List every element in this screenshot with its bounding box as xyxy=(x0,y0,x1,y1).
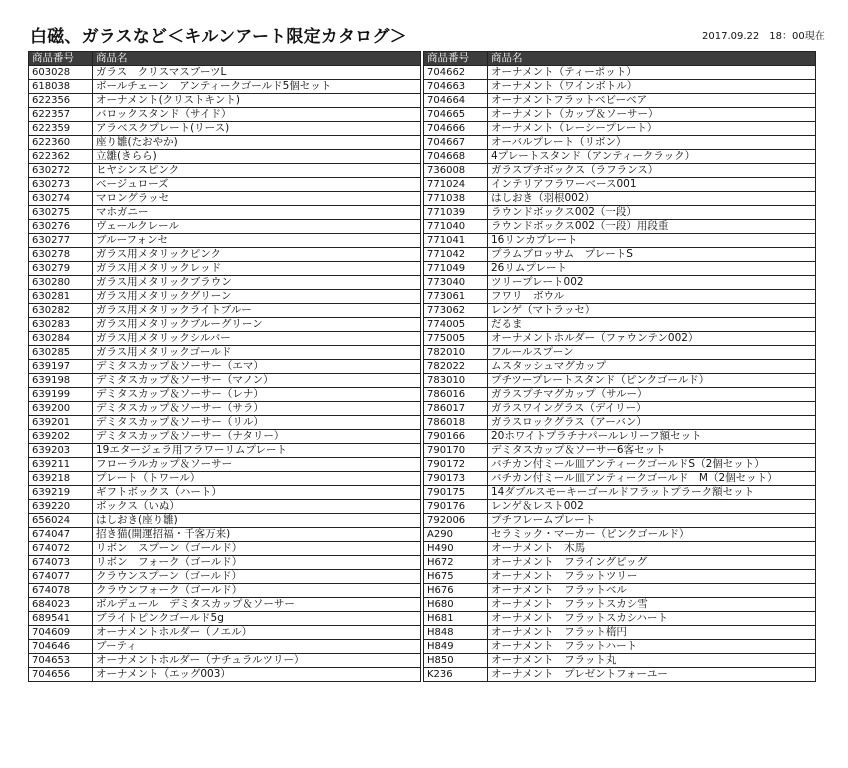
table-row xyxy=(29,388,421,402)
table-row xyxy=(29,542,421,556)
product-name: ガラスプチボックス（ラフランス） xyxy=(488,164,816,178)
product-name: 14ダブルスモーキーゴールドフラットプラーク額セット xyxy=(488,486,816,500)
product-name: ガラス用メタリックピンク xyxy=(93,248,421,262)
table-row xyxy=(29,122,421,136)
table-row xyxy=(29,276,421,290)
product-code: 674047 xyxy=(29,528,93,542)
product-name: ガラス用メタリックライトブルー xyxy=(93,304,421,318)
product-code: 630285 xyxy=(29,346,93,360)
product-code: 639201 xyxy=(29,416,93,430)
table-row xyxy=(29,262,421,276)
product-code: 630280 xyxy=(29,276,93,290)
product-name: バロックスタンド（サイド） xyxy=(93,108,421,122)
product-name: ブライトピンクゴールド5g xyxy=(93,612,421,626)
product-name: オーナメント プレゼントフォーユー xyxy=(488,668,816,682)
product-name: ツリープレート002 xyxy=(488,276,816,290)
table-row xyxy=(29,640,421,654)
product-code: H850 xyxy=(424,654,488,668)
product-name: フワリ ボウル xyxy=(488,290,816,304)
table-row xyxy=(424,374,816,388)
product-code: 771039 xyxy=(424,206,488,220)
table-row xyxy=(29,626,421,640)
table-row xyxy=(424,66,816,80)
product-code: 773040 xyxy=(424,276,488,290)
product-code: 771040 xyxy=(424,220,488,234)
table-row xyxy=(424,542,816,556)
product-name: インテリアフラワーベース001 xyxy=(488,178,816,192)
product-code: 704663 xyxy=(424,80,488,94)
table-row xyxy=(424,290,816,304)
table-row xyxy=(29,94,421,108)
table-row xyxy=(29,570,421,584)
product-code: 771038 xyxy=(424,192,488,206)
table-row xyxy=(424,584,816,598)
table-row xyxy=(29,514,421,528)
product-code: H490 xyxy=(424,542,488,556)
product-code: 790166 xyxy=(424,430,488,444)
product-code: 704668 xyxy=(424,150,488,164)
product-code: 630276 xyxy=(29,220,93,234)
product-name: はしおき(座り雛) xyxy=(93,514,421,528)
product-name: オーナメント フライングピッグ xyxy=(488,556,816,570)
table-row xyxy=(424,570,816,584)
product-name: ヒヤシンスピンク xyxy=(93,164,421,178)
product-name: マホガニー xyxy=(93,206,421,220)
product-code: 704666 xyxy=(424,122,488,136)
table-row xyxy=(424,472,816,486)
product-name: ラウンドボックス002（一段）用段重 xyxy=(488,220,816,234)
table-row xyxy=(29,332,421,346)
product-code: 782022 xyxy=(424,360,488,374)
table-row xyxy=(424,122,816,136)
product-name: オーナメントホルダー（ノエル） xyxy=(93,626,421,640)
table-row xyxy=(29,486,421,500)
product-code: 674077 xyxy=(29,570,93,584)
product-name: 4プレートスタンド（アンティークラック） xyxy=(488,150,816,164)
product-name: ボールチェーン アンティークゴールド5個セット xyxy=(93,80,421,94)
product-name: オーバルプレート（リボン） xyxy=(488,136,816,150)
table-row xyxy=(29,248,421,262)
product-code: 639197 xyxy=(29,360,93,374)
product-code: 618038 xyxy=(29,80,93,94)
table-row xyxy=(424,318,816,332)
table-row xyxy=(29,374,421,388)
product-name: 26リムプレート xyxy=(488,262,816,276)
table-row xyxy=(424,178,816,192)
left-table-body xyxy=(29,66,421,682)
table-row xyxy=(424,332,816,346)
product-code: 630278 xyxy=(29,248,93,262)
table-row xyxy=(424,136,816,150)
product-name: 19エタージェラ用フラワーリムプレート xyxy=(93,444,421,458)
table-row xyxy=(424,668,816,682)
product-code: 603028 xyxy=(29,66,93,80)
table-row xyxy=(29,108,421,122)
table-row xyxy=(29,150,421,164)
product-code: 622360 xyxy=(29,136,93,150)
product-code: 630275 xyxy=(29,206,93,220)
product-name: ガラス クリスマスブーツL xyxy=(93,66,421,80)
product-code: 771042 xyxy=(424,248,488,262)
product-name: だるま xyxy=(488,318,816,332)
product-code: 771024 xyxy=(424,178,488,192)
product-name: オーナメント（ワインボトル） xyxy=(488,80,816,94)
product-name: ガラス用メタリックグリーン xyxy=(93,290,421,304)
product-name: リボン スプーン（ゴールド） xyxy=(93,542,421,556)
table-row xyxy=(424,402,816,416)
product-code: 704646 xyxy=(29,640,93,654)
product-name: ガラスロックグラス（アーバン） xyxy=(488,416,816,430)
name-header: 商品名 xyxy=(488,52,816,66)
product-code: 790170 xyxy=(424,444,488,458)
product-name: はしおき（羽根002） xyxy=(488,192,816,206)
product-code: 630284 xyxy=(29,332,93,346)
table-row xyxy=(29,556,421,570)
product-code: H848 xyxy=(424,626,488,640)
product-name: デミタスカップ＆ソーサー（レナ） xyxy=(93,388,421,402)
product-name: オーナメント フラットスカシハート xyxy=(488,612,816,626)
product-name: デミタスカップ＆ソーサー6客セット xyxy=(488,444,816,458)
header-row xyxy=(424,52,816,66)
product-code: 775005 xyxy=(424,332,488,346)
product-code: 689541 xyxy=(29,612,93,626)
product-code: 790173 xyxy=(424,472,488,486)
product-code: 790176 xyxy=(424,500,488,514)
table-row xyxy=(29,598,421,612)
product-name: プチフレームプレート xyxy=(488,514,816,528)
table-row xyxy=(424,234,816,248)
product-name: マロングラッセ xyxy=(93,192,421,206)
product-name: オーナメント（ティーポット） xyxy=(488,66,816,80)
product-code: 771041 xyxy=(424,234,488,248)
table-row xyxy=(424,108,816,122)
product-name: ガラス用メタリックシルバー xyxy=(93,332,421,346)
timestamp: 2017.09.22 18：00現在 xyxy=(702,31,825,42)
product-name: クラウンスプーン（ゴールド） xyxy=(93,570,421,584)
table-row xyxy=(29,360,421,374)
product-name: プチツープレートスタンド（ピンクゴールド） xyxy=(488,374,816,388)
product-code: 639218 xyxy=(29,472,93,486)
product-code: 639198 xyxy=(29,374,93,388)
table-row xyxy=(424,528,816,542)
table-row xyxy=(424,150,816,164)
product-name: オーナメント フラットベル xyxy=(488,584,816,598)
table-row xyxy=(424,444,816,458)
table-row xyxy=(424,430,816,444)
table-row xyxy=(29,612,421,626)
table-row xyxy=(29,206,421,220)
table-row xyxy=(424,640,816,654)
table-row xyxy=(424,514,816,528)
product-code: 704656 xyxy=(29,668,93,682)
product-code: 639219 xyxy=(29,486,93,500)
product-code: H849 xyxy=(424,640,488,654)
product-name: オーナメント フラットハート xyxy=(488,640,816,654)
name-header: 商品名 xyxy=(93,52,421,66)
table-row xyxy=(424,556,816,570)
product-code: 790175 xyxy=(424,486,488,500)
table-row xyxy=(424,360,816,374)
table-row xyxy=(29,668,421,682)
right-table-body xyxy=(424,66,816,682)
table-row xyxy=(424,458,816,472)
table-row xyxy=(29,318,421,332)
table-row xyxy=(29,178,421,192)
table-row xyxy=(424,612,816,626)
product-name: ガラスプチマグカップ（サルー） xyxy=(488,388,816,402)
product-name: 招き猫(開運招福・千客万来) xyxy=(93,528,421,542)
product-name: ガラス用メタリックブラウン xyxy=(93,276,421,290)
product-code: 674072 xyxy=(29,542,93,556)
product-name: ギフトボックス（ハート） xyxy=(93,486,421,500)
product-code: K236 xyxy=(424,668,488,682)
product-name: オーナメント フラットツリー xyxy=(488,570,816,584)
product-name: プラムブロッサム プレートS xyxy=(488,248,816,262)
product-code: 630277 xyxy=(29,234,93,248)
table-row xyxy=(29,472,421,486)
header-row xyxy=(29,52,421,66)
product-code: 656024 xyxy=(29,514,93,528)
product-code: 639200 xyxy=(29,402,93,416)
product-name: ムスタッシュマグカップ xyxy=(488,360,816,374)
product-code: 622359 xyxy=(29,122,93,136)
product-code: 639199 xyxy=(29,388,93,402)
product-code: 639203 xyxy=(29,444,93,458)
product-code: H672 xyxy=(424,556,488,570)
product-name: ボルデュール デミタスカップ＆ソーサー xyxy=(93,598,421,612)
table-row xyxy=(29,80,421,94)
product-code: 704662 xyxy=(424,66,488,80)
table-row xyxy=(29,402,421,416)
product-name: オーナメント(クリストキント) xyxy=(93,94,421,108)
product-name: オーナメント フラットスカシ雪 xyxy=(488,598,816,612)
product-code: 630279 xyxy=(29,262,93,276)
product-code: H675 xyxy=(424,570,488,584)
table-row xyxy=(29,444,421,458)
product-name: ヴェールクレール xyxy=(93,220,421,234)
product-name: 16リンカプレート xyxy=(488,234,816,248)
product-code: H676 xyxy=(424,584,488,598)
product-code: 622357 xyxy=(29,108,93,122)
product-code: 790172 xyxy=(424,458,488,472)
table-row xyxy=(29,430,421,444)
product-name: ガラス用メタリックブルーグリーン xyxy=(93,318,421,332)
product-name: デミタスカップ＆ソーサー（ナタリー） xyxy=(93,430,421,444)
product-code: 782010 xyxy=(424,346,488,360)
product-code: H680 xyxy=(424,598,488,612)
product-code: 622362 xyxy=(29,150,93,164)
product-code: 630283 xyxy=(29,318,93,332)
product-name: リボン フォーク（ゴールド） xyxy=(93,556,421,570)
product-name: バチカン付ミール皿アンティークゴールド M（2個セット） xyxy=(488,472,816,486)
product-name: セラミック・マーカー（ピンクゴールド） xyxy=(488,528,816,542)
product-name: デミタスカップ＆ソーサー（マノン） xyxy=(93,374,421,388)
product-code: 630273 xyxy=(29,178,93,192)
product-code: 783010 xyxy=(424,374,488,388)
product-name: 立雛(きらら) xyxy=(93,150,421,164)
product-name: オーナメントホルダー（ファウンテン002） xyxy=(488,332,816,346)
product-code: 771049 xyxy=(424,262,488,276)
product-code: 736008 xyxy=(424,164,488,178)
product-code: 630274 xyxy=(29,192,93,206)
product-code: 630272 xyxy=(29,164,93,178)
product-code: 622356 xyxy=(29,94,93,108)
table-row xyxy=(29,346,421,360)
table-row xyxy=(29,304,421,318)
product-code: 639211 xyxy=(29,458,93,472)
table-row xyxy=(424,192,816,206)
product-code: A290 xyxy=(424,528,488,542)
product-code: 704664 xyxy=(424,94,488,108)
table-row xyxy=(424,262,816,276)
product-name: オーナメントホルダー（ナチュラルツリー） xyxy=(93,654,421,668)
table-row xyxy=(29,234,421,248)
table-row xyxy=(424,80,816,94)
table-row xyxy=(29,290,421,304)
product-code: 704609 xyxy=(29,626,93,640)
table-row xyxy=(424,416,816,430)
product-code: 704665 xyxy=(424,108,488,122)
table-row xyxy=(424,486,816,500)
table-row xyxy=(424,388,816,402)
table-row xyxy=(424,206,816,220)
product-name: ガラス用メタリックゴールド xyxy=(93,346,421,360)
product-code: 773061 xyxy=(424,290,488,304)
table-row xyxy=(424,626,816,640)
product-name: デミタスカップ＆ソーサー（リル） xyxy=(93,416,421,430)
product-code: 639202 xyxy=(29,430,93,444)
product-code: 704653 xyxy=(29,654,93,668)
table-row xyxy=(424,276,816,290)
right-product-table xyxy=(423,51,816,682)
table-row xyxy=(29,164,421,178)
product-name: 20ホワイトプラチナパールレリーフ額セット xyxy=(488,430,816,444)
product-name: ベージュローズ xyxy=(93,178,421,192)
product-code: H681 xyxy=(424,612,488,626)
product-code: 786017 xyxy=(424,402,488,416)
product-name: プレート（トワール） xyxy=(93,472,421,486)
product-name: デミタスカップ＆ソーサー（エマ） xyxy=(93,360,421,374)
table-row xyxy=(424,304,816,318)
product-name: ラウンドボックス002（一段） xyxy=(488,206,816,220)
table-row xyxy=(424,500,816,514)
product-code: 786016 xyxy=(424,388,488,402)
product-code: 630282 xyxy=(29,304,93,318)
table-row xyxy=(424,654,816,668)
product-name: レンゲ（マトラッセ） xyxy=(488,304,816,318)
product-name: ボックス（いぬ） xyxy=(93,500,421,514)
product-code: 792006 xyxy=(424,514,488,528)
product-name: オーナメント 木馬 xyxy=(488,542,816,556)
product-code: 786018 xyxy=(424,416,488,430)
product-name: レンゲ＆レスト002 xyxy=(488,500,816,514)
table-row xyxy=(424,598,816,612)
code-header: 商品番号 xyxy=(424,52,488,66)
table-row xyxy=(424,94,816,108)
product-name: フルールスプーン xyxy=(488,346,816,360)
product-name: 座り雛(たおやか) xyxy=(93,136,421,150)
product-code: 684023 xyxy=(29,598,93,612)
product-code: 630281 xyxy=(29,290,93,304)
table-row xyxy=(29,654,421,668)
product-name: オーナメント（カップ＆ソーサー） xyxy=(488,108,816,122)
table-row xyxy=(424,346,816,360)
product-name: オーナメントフラットベビーベア xyxy=(488,94,816,108)
table-row xyxy=(29,458,421,472)
catalog-title: 白磁、ガラスなど＜キルンアート限定カタログ＞ xyxy=(30,27,407,47)
table-row xyxy=(424,220,816,234)
product-name: ガラスワイングラス（デイリー） xyxy=(488,402,816,416)
table-row xyxy=(29,220,421,234)
table-row xyxy=(424,164,816,178)
product-name: アラベスクプレート(リース) xyxy=(93,122,421,136)
table-row xyxy=(29,528,421,542)
product-name: オーナメント（エッグ003） xyxy=(93,668,421,682)
code-header: 商品番号 xyxy=(29,52,93,66)
table-row xyxy=(424,248,816,262)
product-name: オーナメント フラット楕円 xyxy=(488,626,816,640)
table-row xyxy=(29,416,421,430)
product-name: フローラルカップ＆ソーサー xyxy=(93,458,421,472)
product-code: 774005 xyxy=(424,318,488,332)
table-row xyxy=(29,136,421,150)
table-row xyxy=(29,500,421,514)
product-code: 704667 xyxy=(424,136,488,150)
product-name: バチカン付ミール皿アンティークゴールドS（2個セット） xyxy=(488,458,816,472)
product-code: 639220 xyxy=(29,500,93,514)
table-row xyxy=(29,66,421,80)
product-name: オーナメント フラット丸 xyxy=(488,654,816,668)
left-product-table xyxy=(28,51,421,682)
product-name: クラウンフォーク（ゴールド） xyxy=(93,584,421,598)
table-row xyxy=(29,192,421,206)
product-code: 773062 xyxy=(424,304,488,318)
product-name: デミタスカップ＆ソーサー（サラ） xyxy=(93,402,421,416)
product-name: オーナメント（レーシープレート） xyxy=(488,122,816,136)
table-row xyxy=(29,584,421,598)
product-code: 674073 xyxy=(29,556,93,570)
product-name: ガラス用メタリックレッド xyxy=(93,262,421,276)
product-name: ブルーフォンセ xyxy=(93,234,421,248)
product-code: 674078 xyxy=(29,584,93,598)
product-name: ブーティ xyxy=(93,640,421,654)
